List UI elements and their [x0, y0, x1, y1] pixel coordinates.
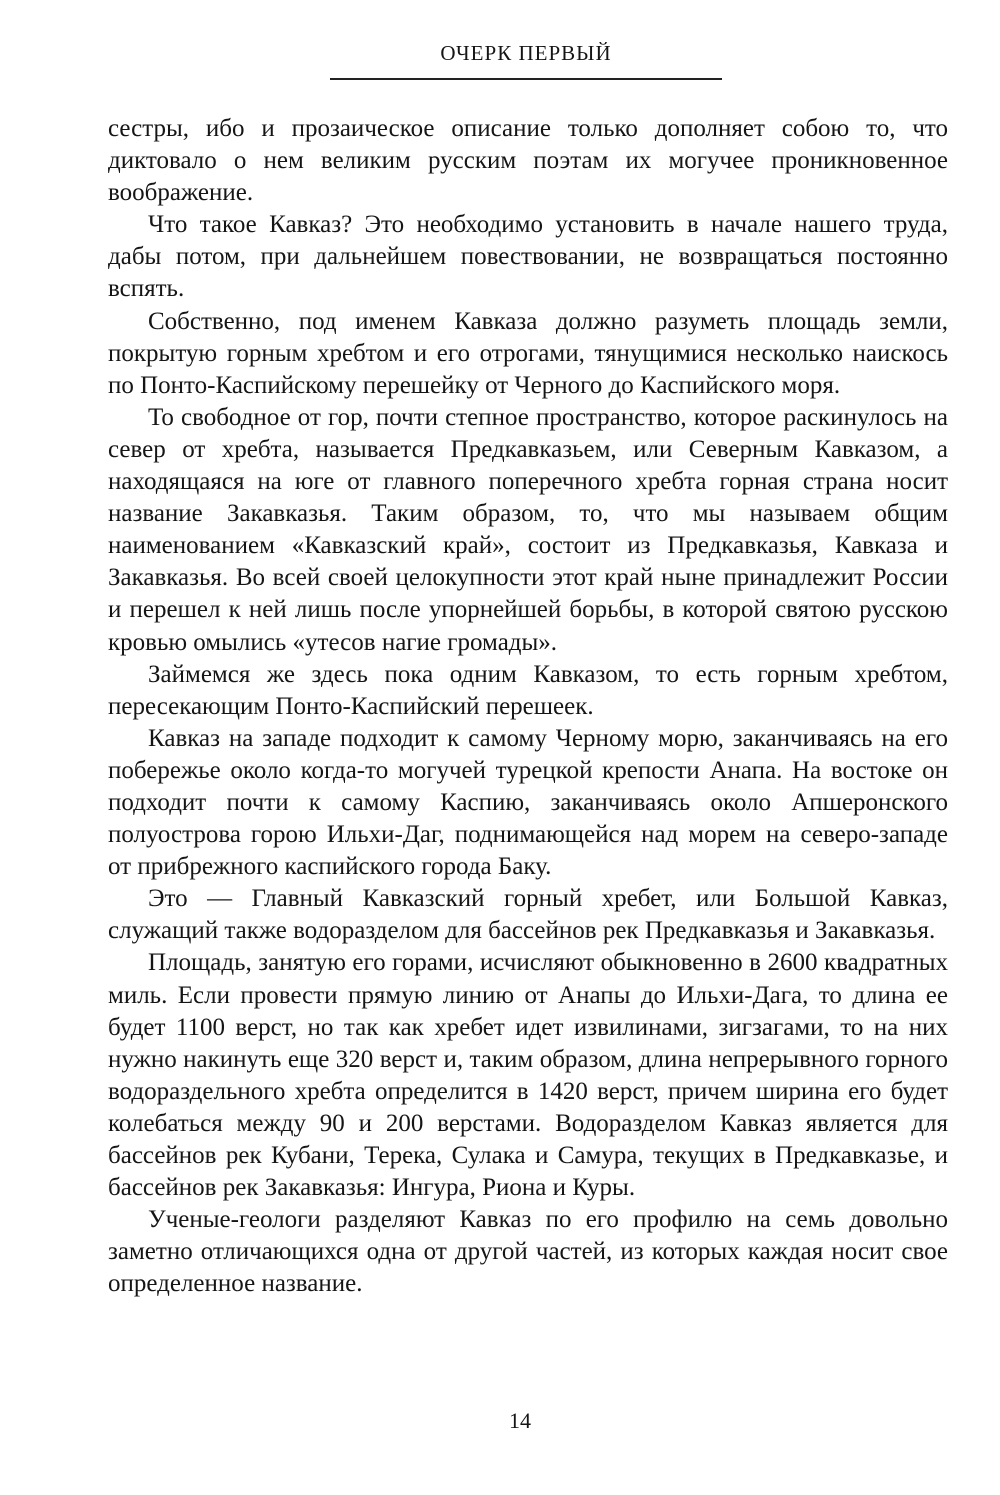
paragraph: Собственно, под именем Кавказа должно разуметь площадь земли, покрытую горным хребтом и его отрогами, тянущимися несколько наискось по Понто-Каспийскому перешейку от Черного до Каспийского моря.: [108, 307, 948, 399]
body-text: [108, 113, 948, 1300]
paragraph-continued: сестры, ибо и прозаическое описание только дополняет собою то, что диктовало о нем великим русским поэтам их могучее проникновенное воображение.: [108, 115, 948, 207]
paragraph: Что такое Кавказ? Это необходимо установить в начале нашего труда, дабы потом, при дальнейшем повествовании, не возвращаться постоянно вспять.: [108, 211, 948, 303]
paragraph: Займемся же здесь пока одним Кавказом, то есть горным хребтом, пересекающим Понто-Каспийский перешеек.: [108, 660, 948, 720]
paragraph: Площадь, занятую его горами, исчисляют обыкновенно в 2600 квадратных миль. Если провести прямую линию от Анапы до Ильхи-Дага, то длина ее будет 1100 верст, но так как хребет идет извилинами, зигзагами, то на них нужно накинуть еще 320 верст и, таким образом, длина непрерывного горного водораздельного хребта определится в 1420 верст, причем ширина его будет колебаться между 90 и 200 верстами. Водоразделом Кавказ является для бассейнов рек Кубани, Терека, Сулака и Самура, текущих в Предкавказье, и бассейнов рек Закавказья: Ингура, Риона и Куры.: [108, 949, 948, 1202]
paragraph: То свободное от гор, почти степное пространство, которое раскинулось на север от хребта, называется Предкавказьем, или Северным Кавказом, а находящаяся на юге от главного поперечного хребта горная страна носит название Закавказья. Таким образом, то, что мы называем общим наименованием «Кавказский край», состоит из Предкавказья, Кавказа и Закавказья. Во всей своей целокупности этот край ныне принадлежит России и перешел к ней лишь после упорнейшей борьбы, в которой святою русскою кровью омылись «утесов нагие громады».: [108, 403, 948, 656]
header-rule: [330, 78, 722, 80]
running-head-title: ОЧЕРК ПЕРВЫЙ: [440, 41, 612, 65]
paragraph: Это — Главный Кавказский горный хребет, или Большой Кавказ, служащий также водоразделом для бассейнов рек Предкавказья и Закавказья.: [108, 885, 948, 945]
paragraph: Кавказ на западе подходит к самому Черному морю, заканчиваясь на его побережье около когда-то могучей турецкой крепости Анапа. На востоке он подходит почти к самому Каспию, заканчиваясь около Апшеронского полуострова горою Ильхи-Даг, поднимающейся над морем на северо-западе от прибрежного каспийского города Баку.: [108, 724, 948, 881]
paragraph: Ученые-геологи разделяют Кавказ по его профилю на семь довольно заметно отличающихся одна от другой частей, из которых каждая носит свое определенное название.: [108, 1206, 948, 1298]
page-number: 14: [509, 1408, 531, 1433]
